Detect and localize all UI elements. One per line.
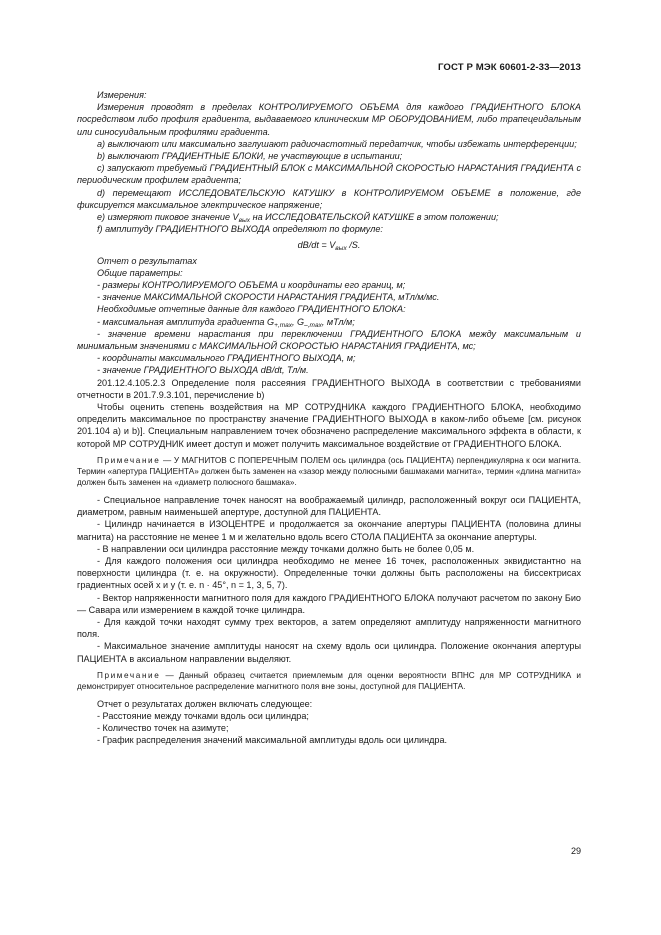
item-6: - Для каждой точки находят сумму трех векторов, а затем определяют амплитуду напряженности магнитного поля.	[77, 616, 581, 640]
step-e: е) измеряют пиковое значение $V_{вых}$ на ИССЛЕДОВАТЕЛЬСКОЙ КАТУШКЕ в этом положении;	[97, 212, 499, 225]
item-1: - Специальное направление точек наносят на воображаемый цилиндр, расположенный вокруг оси ПАЦИЕНТА, диаметром, равным наименьшей апертуре, доступной для ПАЦИЕНТА.	[77, 494, 581, 518]
final-item-3: - График распределения значений максимальной амплитуды вдоль оси цилиндра.	[97, 735, 448, 746]
note-2: Примечание — Данный образец считается приемлемым для оценки вероятности ВПНС для МР СОТРУДНИКА и демонстрирует относительное распределение магнитного поля вне зоны, доступной для ПАЦИЕНТА.	[77, 670, 581, 691]
report-heading: Отчет о результатах	[97, 255, 197, 266]
page-number: 29	[571, 846, 582, 856]
item-5: - Вектор напряженности магнитного поля для каждого ГРАДИЕНТНОГО БЛОКА получают расчетом по закону Био — Савара или измерением в каждой точке цилиндра.	[77, 592, 581, 615]
general-heading: Общие параметры:	[97, 267, 183, 278]
measurement-heading: Измерения:	[97, 90, 147, 100]
measurement-intro: Измерения проводят в пределах КОНТРОЛИРУЕМОГО ОБЪЕМА для каждого ГРАДИЕНТНОГО БЛОКА посредством либо профиля градиента, выдаваемого клиническим МР ОБОРУДОВАНИЕМ, либо трапецеидальным или синосуидальным профилями градиента.	[77, 102, 581, 137]
required-item-2: - значение времени нарастания при переключении ГРАДИЕНТНОГО БЛОКА между максимальным и минимальным значениями с МАКСИМАЛЬНОЙ СКОРОСТЬЮ НАРАСТАНИЯ ГРАДИЕНТА, мс;	[77, 328, 581, 352]
item-4: - Для каждого положения оси цилиндра необходимо не менее 16 точек, расположенных эквидистантно на поверхности цилиндра (т. е. на окружности). Определенные точки должны быть расположены на биссектрисах градиентных осей x и y (т. е. n · 45°, n = 1, 3, 5, 7).	[77, 555, 581, 591]
section-paragraph: Чтобы оценить степень воздействия на МР СОТРУДНИКА каждого ГРАДИЕНТНОГО БЛОКА, необходимо определить максимальное по пространству значение ГРАДИЕНТНОГО ВЫХОДА в каком-либо объеме [см. рисунок 201.104 а) и b)]. Специальным направлением точек обозначено распределение максимального эффекта в области, к которой МР СОТРУДНИК имеет доступ и может получить максимальное воздействие от ГРАДИЕНТНОГО БЛОКА.	[77, 402, 581, 449]
general-param-1: - размеры КОНТРОЛИРУЕМОГО ОБЪЕМА и координаты его границ, м;	[97, 280, 406, 291]
formula: $dB/dt = V_{вых}$ /S.	[297, 240, 361, 253]
required-item-1: - максимальная амплитуда градиента $G_{+,max}$, $G_{-,max}$, мТл/м;	[97, 316, 355, 329]
step-c: c) запускают требуемый ГРАДИЕНТНЫЙ БЛОК с МАКСИМАЛЬНОЙ СКОРОСТЬЮ НАРАСТАНИЯ ГРАДИЕНТА с периодическим профилем градиента;	[77, 163, 581, 186]
page-body	[77, 89, 581, 747]
general-param-2: - значение МАКСИМАЛЬНОЙ СКОРОСТИ НАРАСТАНИЯ ГРАДИЕНТА, мТл/м/мс.	[97, 292, 440, 303]
final-item-2: - Количество точек на азимуте;	[97, 723, 229, 734]
document-header: ГОСТ Р МЭК 60601-2-33—2013	[437, 62, 581, 73]
step-d: d) перемещают ИССЛЕДОВАТЕЛЬСКУЮ КАТУШКУ в КОНТРОЛИРУЕМОМ ОБЪЕМЕ в положение, где фиксируется максимальное электрическое напряжение;	[77, 187, 581, 210]
final-heading: Отчет о результатах должен включать следующее:	[97, 698, 313, 709]
required-item-3: - координаты максимального ГРАДИЕНТНОГО ВЫХОДА, м;	[97, 353, 356, 364]
required-heading: Необходимые отчетные данные для каждого ГРАДИЕНТНОГО БЛОКА:	[97, 304, 406, 315]
item-3: - В направлении оси цилиндра расстояние между точками должно быть не более 0,05 м.	[97, 543, 475, 554]
section-clause: 201.12.4.105.2.3 Определение поля рассеяния ГРАДИЕНТНОГО ВЫХОДА в соответствии с требованиями отчетности в 201.7.9.3.101, перечисление b)	[77, 377, 581, 400]
step-b: b) выключают ГРАДИЕНТНЫЕ БЛОКИ, не участвующие в испытании;	[97, 151, 403, 162]
step-a: а) выключают или максимально заглушают радиочастотный передатчик, чтобы избежать интерференции;	[97, 138, 577, 149]
note-1: Примечание — У МАГНИТОВ С ПОПЕРЕЧНЫМ ПОЛЕМ ось цилиндра (ось ПАЦИЕНТА) перпендикулярна к оси магнита. Термин «апертура ПАЦИЕНТА» должен быть заменен на «зазор между полюсными башмаками магнита», термин «длина магнита» должен быть заменен на «диаметр полюсного башмака».	[77, 455, 581, 487]
step-f: f) амплитуду ГРАДИЕНТНОГО ВЫХОДА определяют по формуле:	[97, 224, 383, 235]
item-2: - Цилиндр начинается в ИЗОЦЕНТРЕ и продолжается за окончание апертуры ПАЦИЕНТА (половина длины магнита) на расстояние не менее 1 м и желательно вдоль всего СТОЛА ПАЦИЕНТА за окончание апертуры.	[77, 519, 581, 542]
final-item-1: - Расстояние между точками вдоль оси цилиндра;	[97, 710, 309, 721]
required-item-4: - значение ГРАДИЕНТНОГО ВЫХОДА dB/dt, Тл/м.	[97, 365, 309, 376]
item-7: - Максимальное значение амплитуды наносят на схему вдоль оси цилиндра. Положение окончания апертуры ПАЦИЕНТА в аксиальном направлении выделяют.	[77, 641, 581, 664]
